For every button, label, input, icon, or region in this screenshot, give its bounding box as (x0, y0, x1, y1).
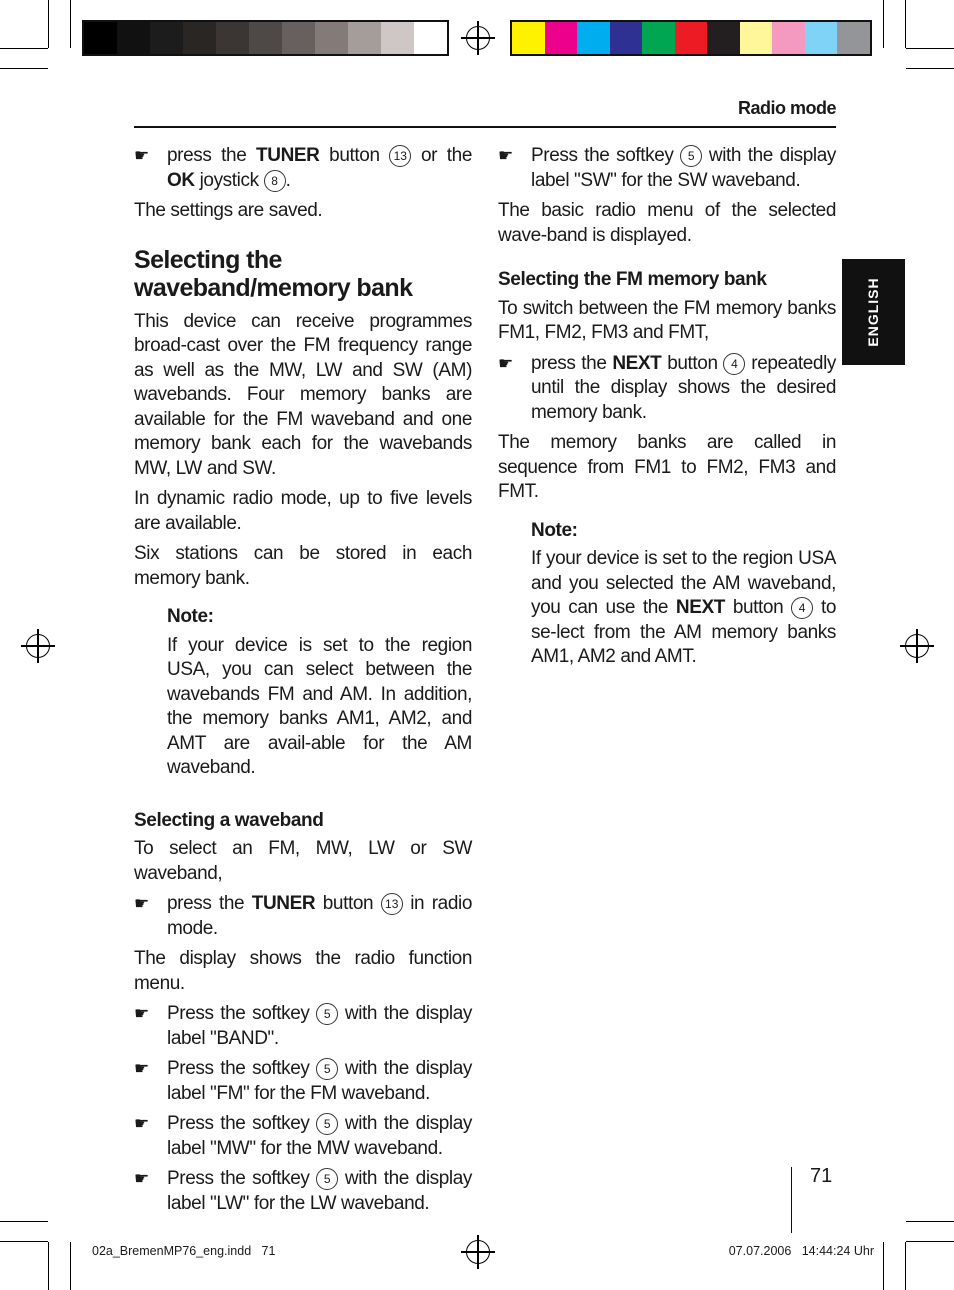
instruction-item: ☛ Press the softkey 5 with the display label "BAND". (134, 1003, 472, 1049)
registration-mark-icon (466, 1240, 490, 1264)
page-number: 71 (810, 1165, 833, 1187)
note-text: If your device is set to the region USA and you selected the AM waveband, you can use the NEXT button 4 to se-lect from the AM memory banks AM1, AM2 and AMT. (531, 548, 837, 667)
pointing-hand-icon: ☛ (134, 1059, 149, 1078)
instruction-item: ☛ Press the softkey 5 with the display label "LW" for the LW waveband. (134, 1168, 472, 1214)
registration-mark-icon (26, 634, 50, 658)
calibration-swatch (675, 22, 708, 54)
crop-mark (70, 0, 71, 48)
section-title: Radio mode (737, 98, 836, 118)
calibration-swatch (545, 22, 578, 54)
calibration-swatch (610, 22, 643, 54)
pointing-hand-icon: ☛ (498, 146, 513, 165)
calibration-swatch (805, 22, 838, 54)
page-number-divider (791, 1167, 792, 1233)
color-calibration-bar (510, 20, 872, 56)
paragraph: The memory banks are called in sequence from FM1 to FM2, FM3 and FMT. (498, 432, 836, 502)
crop-mark (905, 0, 906, 48)
instruction-item: ☛ Press the softkey 5 with the display label "FM" for the FM waveband. (134, 1058, 472, 1104)
header-rule (134, 126, 836, 128)
calibration-swatch (315, 22, 348, 54)
instruction-item: ☛ Press the softkey 5 with the display label "SW" for the SW waveband. (498, 145, 836, 191)
pointing-hand-icon: ☛ (134, 1169, 149, 1188)
registration-mark-icon (905, 634, 929, 658)
calibration-swatch (740, 22, 773, 54)
crop-mark (48, 1242, 49, 1290)
instruction-item: ☛ press the NEXT button 4 repeatedly until the display shows the desired memory bank. (498, 352, 836, 423)
button-number-badge: 5 (316, 1003, 338, 1025)
crop-mark (48, 0, 49, 48)
paragraph: Six stations can be stored in each memory bank. (134, 543, 472, 589)
calibration-swatch (249, 22, 282, 54)
section-heading: Selecting the waveband/memory bank (134, 245, 413, 302)
crop-mark (906, 68, 954, 69)
calibration-swatch (707, 22, 740, 54)
calibration-swatch (183, 22, 216, 54)
crop-mark (0, 68, 48, 69)
subheading: Selecting a waveband (134, 809, 324, 831)
calibration-swatch (512, 22, 545, 54)
calibration-swatch (348, 22, 381, 54)
note-title: Note: (167, 606, 214, 627)
calibration-swatch (414, 22, 447, 54)
paragraph: This device can receive programmes broad-cast over the FM frequency range as well as the MW, LW and SW (AM) wavebands. Four memory banks are available for the FM waveband and one memory bank each for the wavebands MW, LW and SW. (134, 310, 472, 479)
subheading: Selecting the FM memory bank (498, 269, 767, 290)
calibration-swatch (381, 22, 414, 54)
calibration-swatch (772, 22, 805, 54)
instruction-item: ☛ Press the softkey 5 with the display label "MW" for the MW waveband. (134, 1113, 472, 1159)
crop-mark (0, 1221, 48, 1222)
crop-mark (883, 0, 884, 48)
crop-mark (906, 1221, 954, 1222)
instruction-item: ☛ press the TUNER button 13 or the OK joystick 8 . (134, 145, 472, 191)
crop-mark (906, 48, 954, 49)
calibration-swatch (216, 22, 249, 54)
button-number-badge: 13 (389, 145, 411, 167)
left-column (134, 144, 472, 1222)
pointing-hand-icon: ☛ (134, 1114, 149, 1133)
calibration-swatch (837, 22, 870, 54)
pointing-hand-icon: ☛ (134, 1004, 149, 1023)
paragraph: To switch between the FM memory banks FM1, FM2, FM3 and FMT, (498, 297, 836, 343)
paragraph: To select an FM, MW, LW or SW waveband, (134, 838, 472, 884)
button-number-badge: 5 (316, 1058, 338, 1080)
calibration-swatch (577, 22, 610, 54)
calibration-swatch (84, 22, 117, 54)
footer-timestamp: 07.07.2006 14:44:24 Uhr (728, 1244, 874, 1258)
calibration-swatch (282, 22, 315, 54)
footer-file-info: 02a_BremenMP76_eng.indd 71 (92, 1244, 276, 1258)
note-box (498, 519, 836, 670)
button-number-badge: 8 (264, 170, 286, 192)
crop-mark (905, 1242, 906, 1290)
note-box (134, 605, 472, 781)
language-tab (842, 259, 905, 365)
button-number-badge: 13 (381, 893, 403, 915)
button-number-badge: 5 (316, 1168, 338, 1190)
crop-mark (883, 1242, 884, 1290)
crop-mark (0, 1241, 48, 1242)
button-number-badge: 5 (316, 1113, 338, 1135)
button-number-badge: 5 (680, 145, 702, 167)
pointing-hand-icon: ☛ (498, 353, 513, 373)
crop-mark (0, 48, 48, 49)
calibration-swatch (150, 22, 183, 54)
right-column (498, 144, 836, 676)
paragraph: The display shows the radio function menu. (134, 948, 472, 994)
paragraph: The settings are saved. (134, 200, 323, 221)
calibration-swatch (117, 22, 150, 54)
paragraph: The basic radio menu of the selected wave-band is displayed. (498, 200, 836, 246)
paragraph: In dynamic radio mode, up to five levels are available. (134, 488, 472, 534)
note-text: If your device is set to the region USA, you can select between the wavebands FM and AM. In addition, the memory banks AM1, AM2, and AMT are avail-able for the AM waveband. (167, 634, 472, 778)
button-number-badge: 4 (723, 353, 745, 375)
button-number-badge: 4 (791, 597, 813, 619)
pointing-hand-icon: ☛ (134, 146, 149, 165)
pointing-hand-icon: ☛ (134, 894, 149, 913)
registration-mark-icon (466, 26, 490, 50)
crop-mark (70, 1242, 71, 1290)
calibration-swatch (642, 22, 675, 54)
note-title: Note: (531, 519, 578, 541)
crop-mark (906, 1241, 954, 1242)
language-tab-label: ENGLISH (865, 277, 881, 347)
instruction-item: ☛ press the TUNER button 13 in radio mode. (134, 893, 473, 939)
grayscale-calibration-bar (82, 20, 449, 56)
